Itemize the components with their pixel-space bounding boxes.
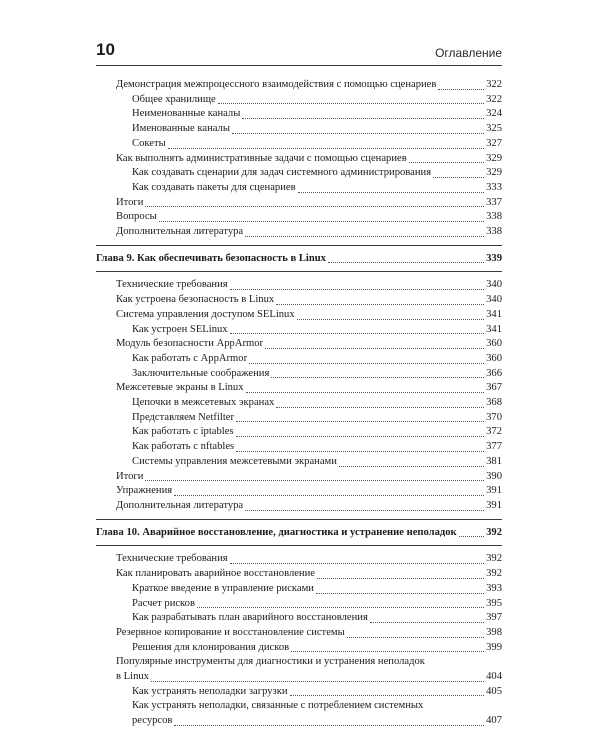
toc-entry-page: 339 — [486, 252, 502, 264]
toc-entry-label: Общее хранилище — [132, 93, 216, 105]
toc-entry-page: 392 — [486, 526, 502, 538]
toc-entry[interactable] — [96, 152, 502, 167]
leader-dots — [409, 162, 484, 163]
toc-entry[interactable] — [96, 196, 502, 211]
toc-entry-label-line-2 — [132, 714, 502, 729]
toc-entry-label: Технические требования — [116, 553, 228, 565]
toc-entry-page: 341 — [486, 323, 502, 335]
toc-entry-page: 392 — [486, 568, 502, 580]
leader-dots — [316, 593, 484, 594]
toc-entry-page: 372 — [486, 426, 502, 438]
toc-entry[interactable] — [96, 499, 502, 514]
toc-entry-label: Система управления доступом SELinux — [116, 308, 295, 320]
toc-entry-label: Как планировать аварийное восстановление — [116, 568, 315, 580]
leader-dots — [438, 89, 484, 90]
toc-chapter-10[interactable] — [96, 526, 502, 541]
toc-block-chapter10 — [96, 552, 502, 728]
toc-entry-label: Как устранять неполадки загрузки — [132, 685, 288, 697]
toc-entry-label: Системы управления межсетевыми экранами — [132, 455, 337, 467]
toc-entry[interactable] — [96, 597, 502, 612]
leader-dots — [245, 236, 484, 237]
toc-entry[interactable] — [96, 685, 502, 700]
toc-entry-page: 340 — [486, 279, 502, 291]
toc-entry-label-line: ресурсов — [132, 715, 173, 727]
toc-entry-page: 405 — [486, 685, 502, 697]
toc-entry-label: Итоги — [116, 196, 144, 208]
toc-entry-label: Расчет рисков — [132, 597, 195, 609]
toc-entry-page: 341 — [486, 308, 502, 320]
toc-entry-label: Дополнительная литература — [116, 499, 244, 511]
toc-entry[interactable] — [96, 210, 502, 225]
toc-entry[interactable] — [96, 166, 502, 181]
toc-entry[interactable] — [96, 552, 502, 567]
toc-entry-page: 370 — [486, 411, 502, 423]
leader-dots — [339, 466, 484, 467]
toc-entry-label: Технические требования — [116, 279, 228, 291]
toc-entry-label: Как работать с AppArmor — [132, 352, 248, 364]
header-rule — [96, 65, 502, 66]
toc-entry-page: 329 — [486, 152, 502, 164]
page-number: 10 — [96, 40, 115, 59]
toc-block-chapter8-continued — [96, 78, 502, 240]
leader-dots — [246, 392, 485, 393]
toc-entry-label: Заключительные соображения — [132, 367, 270, 379]
toc-entry-label: Резервное копирование и восстановление системы — [116, 626, 345, 638]
leader-dots — [276, 407, 484, 408]
toc-entry-page: 337 — [486, 196, 502, 208]
toc-entry-page: 392 — [486, 553, 502, 565]
toc-entry-page: 333 — [486, 181, 502, 193]
toc-entry[interactable] — [96, 641, 502, 656]
leader-dots — [151, 681, 484, 682]
running-head: Оглавление — [435, 46, 502, 60]
toc-entry[interactable] — [96, 626, 502, 641]
leader-dots — [459, 536, 484, 537]
toc-entry-page: 395 — [486, 597, 502, 609]
leader-dots — [265, 348, 484, 349]
toc-entry-label: Глава 9. Как обеспечивать безопасность в Linux — [96, 252, 326, 264]
toc-entry-label: Как выполнять административные задачи с помощью сценариев — [116, 152, 407, 164]
toc-entry[interactable] — [96, 582, 502, 597]
toc-entry-page: 399 — [486, 641, 502, 653]
toc-entry-label: Вопросы — [116, 211, 157, 223]
leader-dots — [230, 563, 484, 564]
toc-entry-page: 329 — [486, 167, 502, 179]
leader-dots — [145, 480, 484, 481]
chapter-rule — [96, 519, 502, 520]
toc-entry[interactable] — [96, 611, 502, 626]
leader-dots — [174, 495, 484, 496]
toc-entry[interactable] — [96, 655, 502, 684]
toc-entry[interactable] — [96, 323, 502, 338]
page-header — [96, 36, 502, 60]
toc-entry-label-line: Как устранять неполадки, связанные с потреблением системных — [132, 700, 424, 712]
toc-entry-page: 390 — [486, 470, 502, 482]
leader-dots — [242, 118, 484, 119]
toc-entry-label: Сокеты — [132, 137, 166, 149]
toc-entry[interactable] — [96, 225, 502, 240]
toc-entry[interactable] — [96, 78, 502, 93]
toc-entry-page: 368 — [486, 397, 502, 409]
toc-entry[interactable] — [96, 107, 502, 122]
toc-entry[interactable] — [96, 337, 502, 352]
toc-entry-label: Итоги — [116, 470, 144, 482]
toc-entry[interactable] — [96, 381, 502, 396]
toc-entry-page: 377 — [486, 441, 502, 453]
toc-entry-page: 397 — [486, 612, 502, 624]
toc-entry-label: Глава 10. Аварийное восстановление, диагностика и устранение неполадок — [96, 526, 457, 538]
toc-entry[interactable] — [96, 425, 502, 440]
toc-entry[interactable] — [96, 93, 502, 108]
leader-dots — [236, 421, 484, 422]
toc-entry-page: 360 — [486, 352, 502, 364]
toc-entry[interactable] — [96, 699, 502, 728]
toc-entry-page: 338 — [486, 226, 502, 238]
toc-entry-page: 324 — [486, 108, 502, 120]
toc-entry-label: Упражнения — [116, 485, 173, 497]
leader-dots — [197, 607, 484, 608]
toc-entry[interactable] — [96, 308, 502, 323]
leader-dots — [290, 695, 485, 696]
toc-entry-page: 340 — [486, 294, 502, 306]
leader-dots — [370, 622, 484, 623]
leader-dots — [317, 578, 484, 579]
leader-dots — [236, 451, 484, 452]
table-of-contents — [96, 78, 502, 729]
toc-entry-page: 325 — [486, 123, 502, 135]
toc-entry-label-line-2 — [116, 670, 502, 685]
toc-entry-label: Цепочки в межсетевых экранах — [132, 397, 275, 409]
toc-entry-page: 322 — [486, 79, 502, 90]
toc-entry[interactable] — [96, 122, 502, 137]
toc-entry-label-line: в Linux — [116, 671, 149, 683]
toc-entry-page: 360 — [486, 338, 502, 350]
toc-entry-label — [132, 699, 502, 728]
toc-entry-label: Межсетевые экраны в Linux — [116, 382, 244, 394]
leader-dots — [236, 436, 485, 437]
toc-entry[interactable] — [96, 411, 502, 426]
toc-entry[interactable] — [96, 278, 502, 293]
toc-entry-label: Как создавать сценарии для задач системного администрирования — [132, 167, 432, 179]
toc-entry-label-line: Популярные инструменты для диагностики и устранения неполадок — [116, 656, 425, 668]
chapter-rule — [96, 545, 502, 546]
leader-dots — [232, 133, 484, 134]
toc-entry-page: 366 — [486, 367, 502, 379]
toc-entry-label: Как разрабатывать план аварийного восстановления — [132, 612, 368, 624]
toc-entry[interactable] — [96, 367, 502, 382]
toc-chapter-9[interactable] — [96, 252, 502, 267]
leader-dots — [297, 319, 484, 320]
toc-entry-label: Именованные каналы — [132, 123, 230, 135]
leader-dots — [230, 289, 484, 290]
toc-entry-page: 393 — [486, 582, 502, 594]
toc-entry[interactable] — [96, 440, 502, 455]
toc-entry[interactable] — [96, 293, 502, 308]
toc-entry-page: 338 — [486, 211, 502, 223]
chapter-rule — [96, 271, 502, 272]
leader-dots — [298, 192, 485, 193]
toc-entry-label: Демонстрация межпроцессного взаимодействия с помощью сценариев — [116, 79, 437, 90]
leader-dots — [328, 262, 484, 263]
leader-dots — [145, 206, 484, 207]
leader-dots — [271, 377, 484, 378]
leader-dots — [159, 221, 484, 222]
toc-entry[interactable] — [96, 352, 502, 367]
leader-dots — [168, 148, 484, 149]
toc-entry[interactable] — [96, 470, 502, 485]
toc-entry-label: Как устроен SELinux — [132, 323, 228, 335]
toc-entry-page: 367 — [486, 382, 502, 394]
toc-entry-page: 322 — [486, 93, 502, 105]
toc-entry[interactable] — [96, 181, 502, 196]
toc-entry-label: Неименованные каналы — [132, 108, 241, 120]
toc-entry-label: Краткое введение в управление рисками — [132, 582, 314, 594]
leader-dots — [174, 725, 484, 726]
toc-entry-label: Представляем Netfilter — [132, 411, 235, 423]
toc-entry[interactable] — [96, 567, 502, 582]
toc-entry-label: Как устроена безопасность в Linux — [116, 294, 275, 306]
toc-entry-label: Модуль безопасности AppArmor — [116, 338, 264, 350]
toc-entry[interactable] — [96, 396, 502, 411]
leader-dots — [291, 651, 484, 652]
leader-dots — [347, 637, 484, 638]
leader-dots — [433, 177, 484, 178]
leader-dots — [230, 333, 485, 334]
toc-entry-label: Как создавать пакеты для сценариев — [132, 181, 296, 193]
toc-entry-label: Дополнительная литература — [116, 226, 244, 238]
toc-entry-page: 404 — [486, 671, 502, 683]
toc-entry-label — [116, 655, 502, 684]
toc-entry[interactable] — [96, 137, 502, 152]
toc-entry-page: 391 — [486, 499, 502, 511]
toc-entry-page: 407 — [486, 715, 502, 727]
toc-entry-label: Как работать с nftables — [132, 441, 235, 453]
toc-entry-page: 391 — [486, 485, 502, 497]
leader-dots — [276, 304, 484, 305]
leader-dots — [245, 510, 484, 511]
toc-entry-page: 398 — [486, 626, 502, 638]
toc-entry-page: 327 — [486, 137, 502, 149]
toc-entry-page: 381 — [486, 455, 502, 467]
toc-entry-label: Решения для клонирования дисков — [132, 641, 290, 653]
leader-dots — [249, 363, 484, 364]
toc-entry-label: Как работать с iptables — [132, 426, 234, 438]
toc-block-chapter9 — [96, 278, 502, 513]
leader-dots — [218, 103, 484, 104]
toc-entry[interactable] — [96, 484, 502, 499]
chapter-rule — [96, 245, 502, 246]
toc-entry[interactable] — [96, 455, 502, 470]
